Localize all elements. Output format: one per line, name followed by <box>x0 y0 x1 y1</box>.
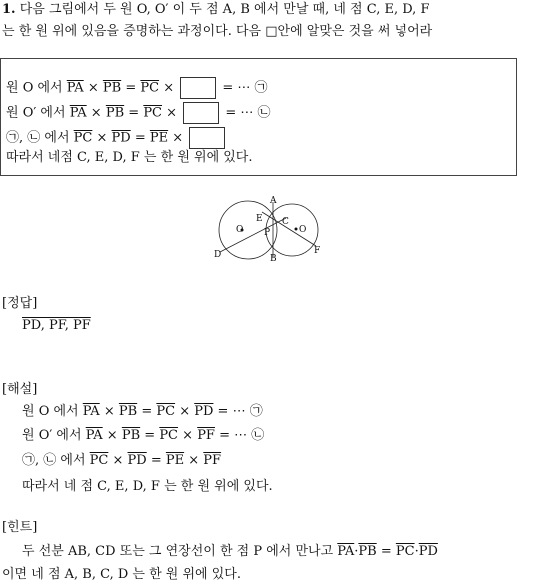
explanation-line-2-end: = ⋯ ㉡ <box>219 428 265 443</box>
box-row-3-prefix: ㉠, ㉡ 에서 <box>6 130 70 146</box>
box-row-2-prefix: 원 O′ 에서 <box>6 105 66 121</box>
explanation-line-2-prefix: 원 O′ 에서 <box>22 428 82 443</box>
box-row-4: 따라서 네점 C, E, D, F 는 한 원 위에 있다. <box>6 150 253 165</box>
label-a: A <box>270 196 277 206</box>
box-row-1-prefix: 원 O 에서 <box>6 80 63 96</box>
blank-2[interactable] <box>183 102 219 124</box>
explanation-line-1-prefix: 원 O 에서 <box>22 404 79 419</box>
explanation-line-3: ㉠, ㉡ 에서 $\overline{PC} \times \overline{PD} = \overline{PE} \times \overline{PF}$ <box>22 453 222 468</box>
blank-3[interactable] <box>189 127 225 149</box>
hint-line-1-prefix: 두 선분 AB, CD 또는 그 연장선이 한 점 P 에서 만나고 <box>22 544 334 559</box>
explanation-line-4: 따라서 네 점 C, E, D, F 는 한 원 위에 있다. <box>22 479 273 494</box>
box-row-2-end: = ⋯ ㉡ <box>225 105 271 121</box>
box-row-1-end: = ⋯ ㉠ <box>222 80 268 96</box>
problem-text-1: 다음 그림에서 두 원 O, O′ 이 두 점 A, B 에서 만날 때, 네 점 C, E, D, F <box>19 2 430 17</box>
label-e: E <box>256 214 263 224</box>
hint-line-2: 이면 네 점 A, B, C, D 는 한 원 위에 있다. <box>2 567 241 582</box>
explanation-line-3-prefix: ㉠, ㉡ 에서 <box>22 453 86 468</box>
explanation-line-1: 원 O 에서 $\overline{PA} \times \overline{PB} = \overline{PC} \times \overline{PD}$ = ⋯ ㉠ <box>22 404 263 419</box>
box-row-3: ㉠, ㉡ 에서 $\overline{PC} \times \overline{PD} = \overline{PE}$ × <box>6 127 227 149</box>
answer-text <box>22 318 91 334</box>
label-p: P <box>264 228 271 238</box>
problem-line-2: 는 한 원 위에 있음을 증명하는 과정이다. 다음 □안에 알맞은 것을 써 넣어라 <box>2 24 433 39</box>
label-o-prime: O <box>299 225 307 235</box>
label-c: C <box>282 217 289 227</box>
label-b: B <box>270 254 277 262</box>
box-row-1: 원 O 에서 $\overline{PA} \times \overline{PB} = \overline{PC}$ × = ⋯ ㉠ <box>6 77 268 99</box>
explanation-line-1-end: = ⋯ ㉠ <box>217 404 263 419</box>
problem-number: 1. <box>2 2 16 17</box>
explanation-line-2: 원 O′ 에서 $\overline{PA} \times \overline{PB} = \overline{PC} \times \overline{PF}$ = ⋯ ㉡ <box>22 428 265 443</box>
explanation-heading: [해설] <box>2 382 38 397</box>
box-row-2: 원 O′ 에서 $\overline{PA} \times \overline{PB} = \overline{PC}$ × = ⋯ ㉡ <box>6 102 271 124</box>
blank-1[interactable] <box>180 77 216 99</box>
hint-heading: [힌트] <box>2 520 38 535</box>
answer-value: PD, PF, PF <box>22 318 91 333</box>
label-d: D <box>214 250 222 260</box>
hint-line-1: 두 선분 AB, CD 또는 그 연장선이 한 점 P 에서 만나고 $\overline{PA}\cdot\overline{PB} = \overline{PC}\cdot\overline{PD}$ <box>22 544 438 559</box>
label-f: F <box>314 246 321 256</box>
label-o: O <box>236 225 244 235</box>
circle-o-prime <box>266 204 321 256</box>
answer-heading: [정답] <box>2 296 38 311</box>
two-circles-diagram <box>210 194 328 262</box>
problem-line-1 <box>2 2 429 18</box>
